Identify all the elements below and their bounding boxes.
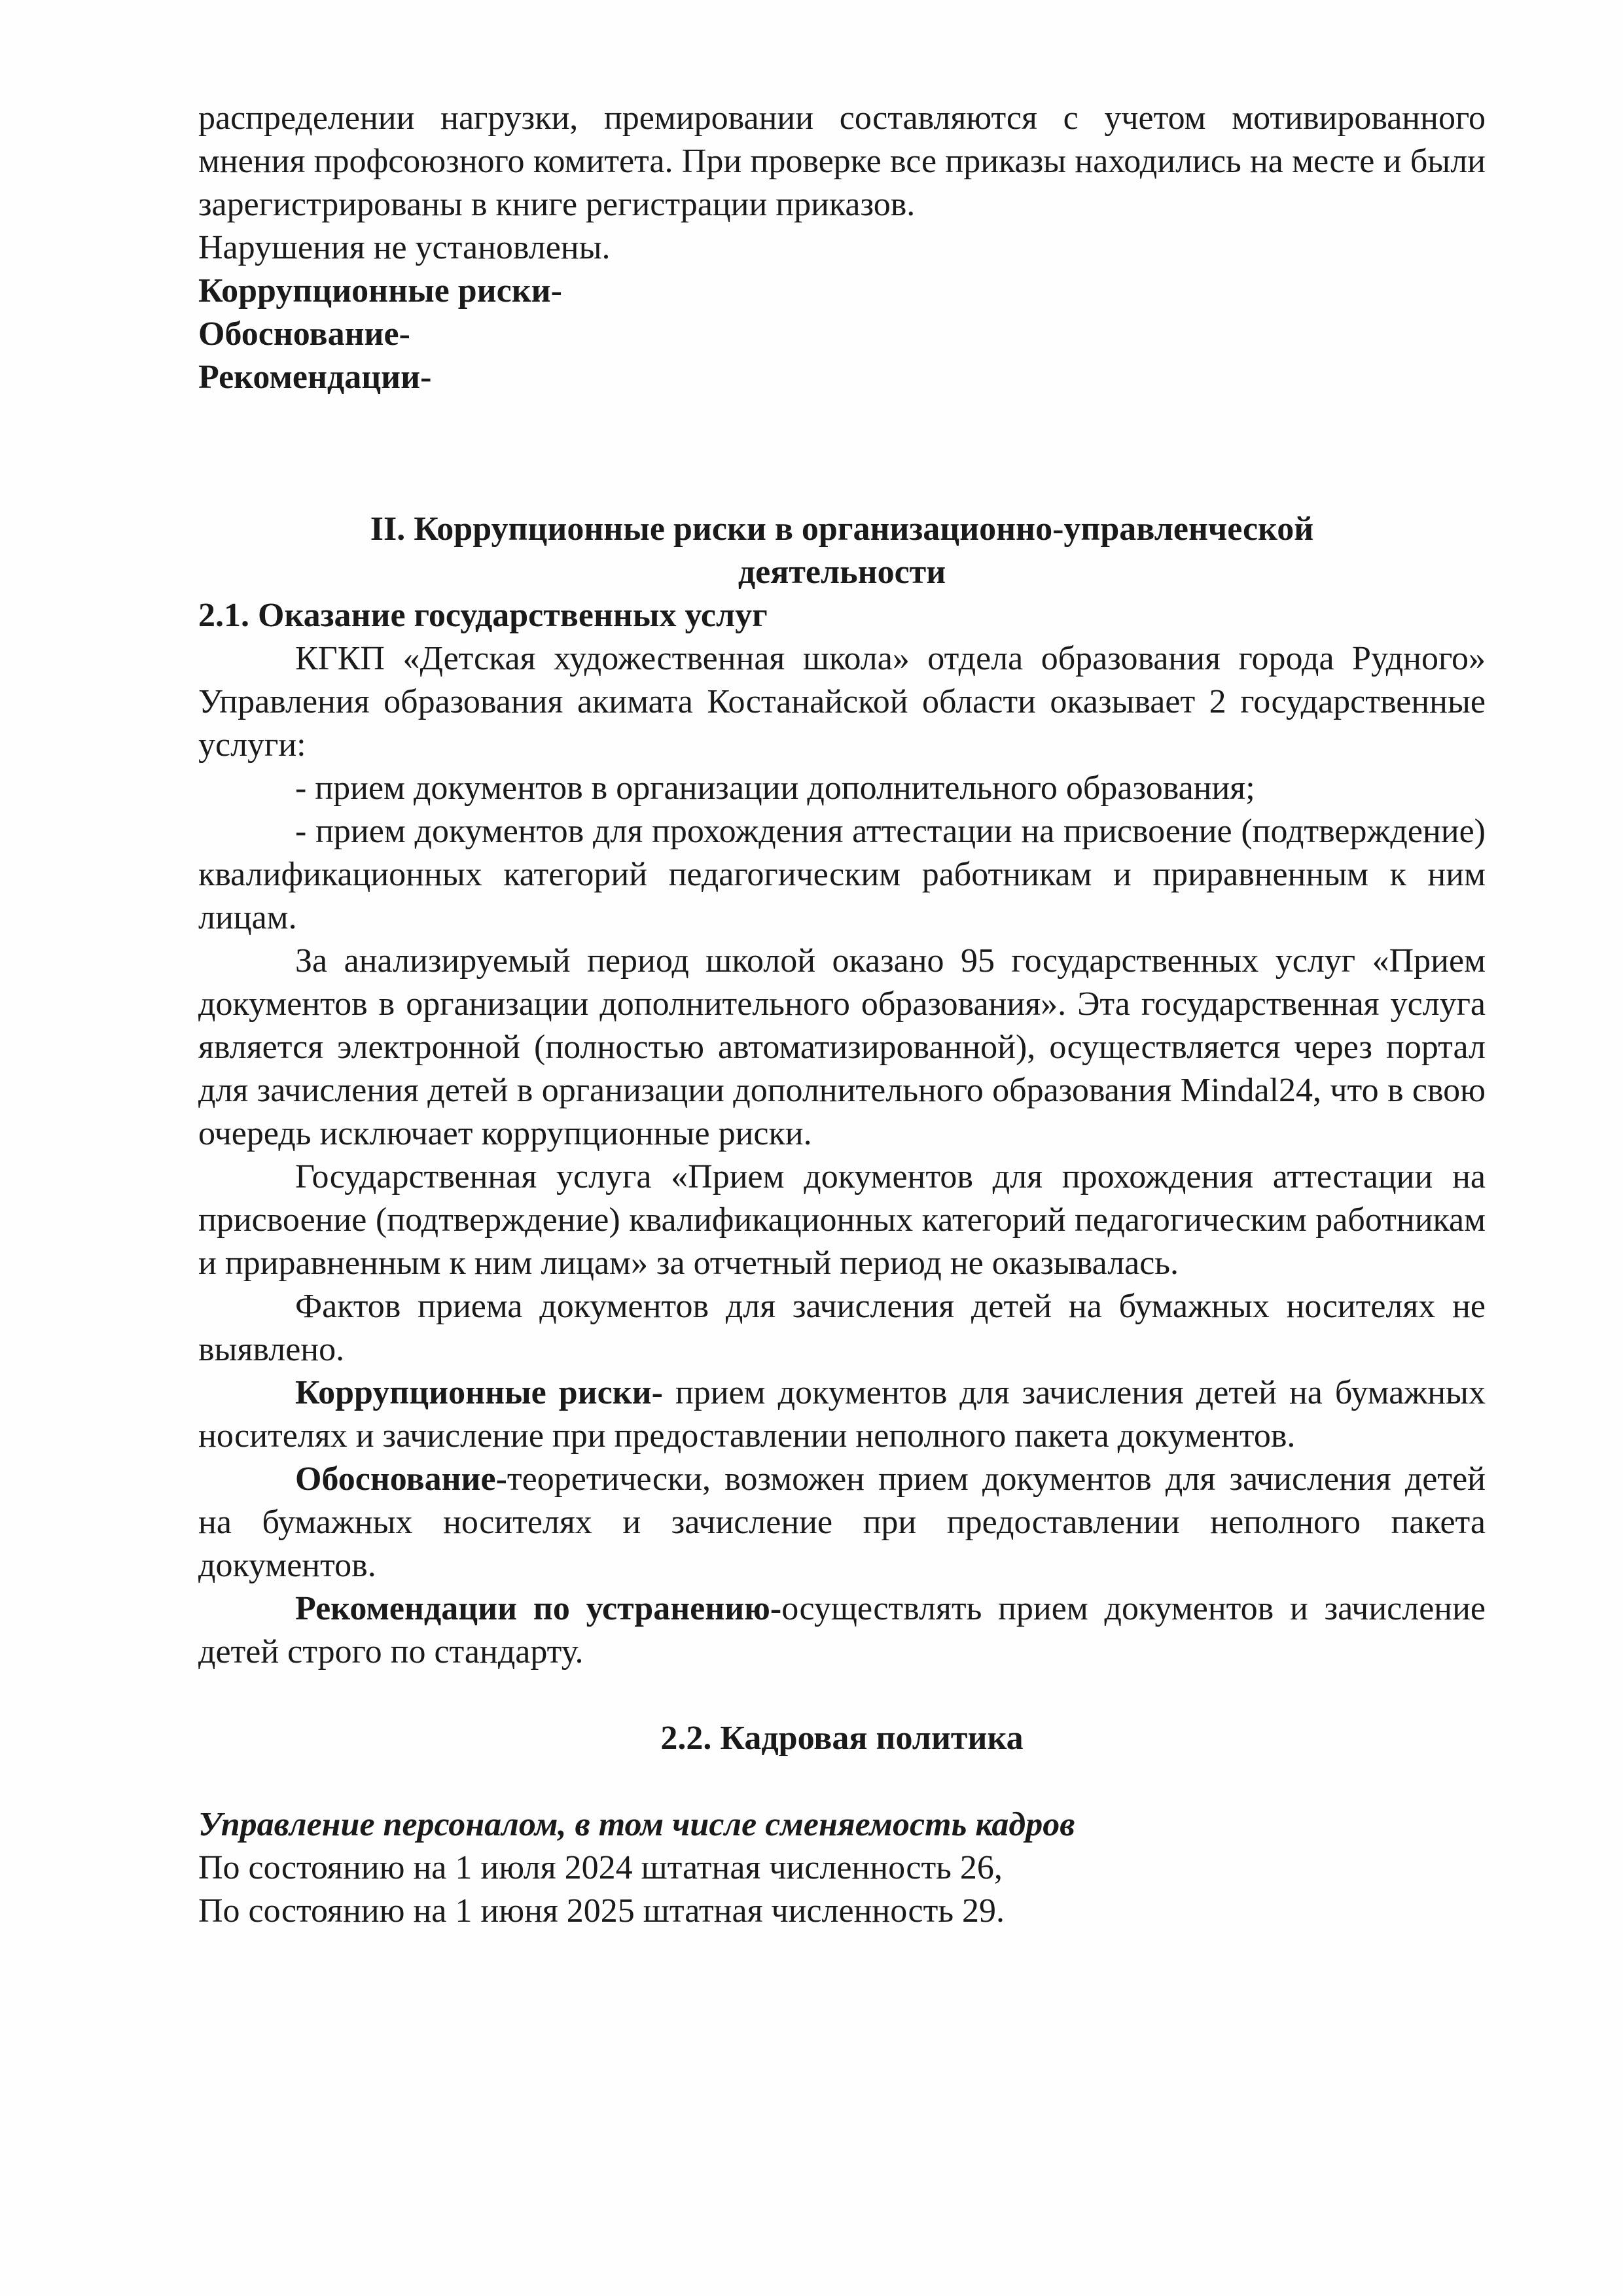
subsection-title-services: 2.1. Оказание государственных услуг bbox=[198, 597, 768, 634]
staff-line-2025: По состоянию на 1 июня 2025 штатная численность 29. bbox=[198, 1892, 1005, 1930]
violations-line: Нарушения не установлены. bbox=[198, 229, 611, 266]
section-title: II. Коррупционные риски в организационно-управленческой деятельности bbox=[370, 510, 1314, 591]
justification-text: теоретически, возможен прием документов для зачисления детей на бумажных носителях и зачисление при предоставлении неполного пакета документов. bbox=[198, 1460, 1486, 1584]
risks-paragraph bbox=[198, 1371, 1486, 1458]
recommendations-paragraph bbox=[198, 1587, 1486, 1674]
hr-heading: Управление персоналом, в том числе сменяемость кадров bbox=[198, 1806, 1075, 1843]
services-paragraph-2: За анализируемый период школой оказано 95 государственных услуг «Прием документов в организации дополнительного образования». Эта государственная услуга является электронной (полностью автоматизированной), осуществляется через портал для зачисления детей в организации дополнительного образования Mindal24, что в свою очередь исключает коррупционные риски. bbox=[198, 942, 1486, 1152]
recommendations-text: осуществлять прием документов и зачисление детей строго по стандарту. bbox=[198, 1590, 1486, 1670]
service-item-1: - прием документов в организации дополнительного образования; bbox=[295, 769, 1255, 807]
spacer bbox=[198, 1760, 1486, 1803]
justification-paragraph bbox=[198, 1458, 1486, 1587]
risks-text: прием документов для зачисления детей на бумажных носителях и зачисление при предоставлении неполного пакета документов. bbox=[198, 1374, 1486, 1455]
intro-paragraph: распределении нагрузки, премировании составляются с учетом мотивированного мнения профсоюзного комитета. При проверке все приказы находились на месте и были зарегистрированы в книге регистрации приказов. bbox=[198, 99, 1486, 223]
service-item-2: - прием документов для прохождения аттестации на присвоение (подтверждение) квалификационных категорий педагогическим работникам и приравненным к ним лицам. bbox=[198, 813, 1486, 936]
risks-heading: Коррупционные риски- bbox=[198, 272, 562, 309]
recommendations-label: Рекомендации по устранению- bbox=[295, 1590, 782, 1627]
staff-line-2024: По состоянию на 1 июля 2024 штатная численность 26, bbox=[198, 1849, 1003, 1886]
justification-label: Обоснование- bbox=[295, 1460, 507, 1498]
page-content bbox=[198, 97, 1486, 1933]
justification-heading: Обоснование- bbox=[198, 315, 410, 353]
recommendations-heading: Рекомендации- bbox=[198, 359, 432, 396]
services-paragraph-3: Государственная услуга «Прием документов для прохождения аттестации на присвоение (подтверждение) квалификационных категорий педагогическим работникам и приравненным к ним лицам» за отчетный период не оказывалась. bbox=[198, 1158, 1486, 1282]
subsection-title-hr: 2.2. Кадровая политика bbox=[660, 1720, 1024, 1757]
services-paragraph-4: Фактов приема документов для зачисления детей на бумажных носителях не выявлено. bbox=[198, 1288, 1486, 1368]
risks-label: Коррупционные риски- bbox=[295, 1374, 663, 1411]
services-paragraph-1: КГКП «Детская художественная школа» отдела образования города Рудного» Управления образования акимата Костанайской области оказывает 2 государственные услуги: bbox=[198, 640, 1486, 764]
